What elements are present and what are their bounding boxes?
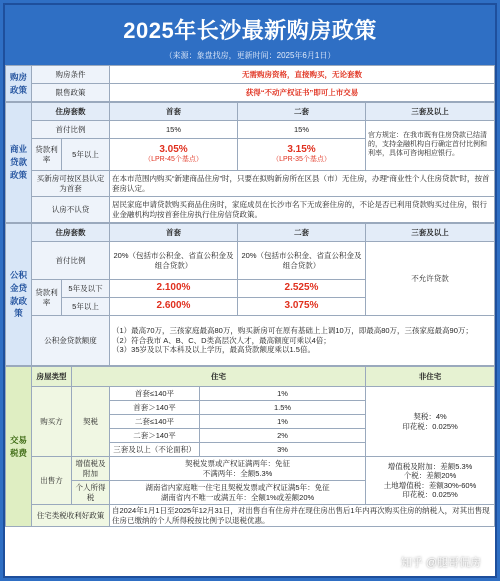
tax-type-header: 房屋类型 [32, 367, 72, 387]
commercial-rate-second-note: （LPR-35个基点） [272, 156, 331, 164]
fund-third-note: 不允许贷款 [366, 242, 495, 316]
tax-nonres-header: 非住宅 [366, 367, 495, 387]
commercial-rate-first: 3.05% [159, 143, 188, 155]
deed-cond-2: 首套＞140平 [110, 401, 200, 415]
page-title: 2025年长沙最新购房政策 [123, 18, 377, 43]
fund-down-first: 20%（包括市公积金、省直公积金及组合贷款） [110, 242, 238, 280]
resale-limit-value: 获得“不动产权证书”即可上市交易 [110, 84, 495, 102]
zhihu-watermark: 知乎 @腿哥侃房 [400, 557, 481, 569]
header-banner [5, 5, 495, 65]
fund-third-header: 三套及以上 [366, 224, 495, 242]
page-subtitle: （来源：象盘找房，更新时间：2025年6月1日） [164, 51, 336, 60]
fund-rate-long-first: 2.600% [110, 298, 238, 316]
commercial-rate-first-note: （LPR-45个基点） [144, 156, 203, 164]
deed-tax-label: 契税 [72, 387, 110, 457]
commercial-rate-label: 贷款利率 [32, 139, 62, 171]
fund-rate-long-second: 3.075% [238, 298, 366, 316]
fund-first-header: 首套 [110, 224, 238, 242]
fund-rate-label: 贷款利率 [32, 280, 62, 316]
deed-rate-1: 1% [200, 387, 366, 401]
deed-cond-4: 二套＞140平 [110, 429, 200, 443]
deed-cond-5: 三套及以上（不论面积） [110, 443, 200, 457]
deed-rate-2: 1.5% [200, 401, 366, 415]
buyer-nonres-tax: 契税：4% 印花税：0.025% [366, 387, 495, 457]
commercial-down-second: 15% [238, 121, 366, 139]
tax-residential-header: 住宅 [72, 367, 366, 387]
income-tax-label: 个人所得税 [72, 481, 110, 505]
fund-limit-line-1: （1）最高70万，三孩家庭最高80万，购买新房可在原有基础上上调10万，即最高80万，三孩家庭最高90万； [112, 326, 473, 336]
tax-table [5, 366, 495, 527]
fund-down-second: 20%（包括市公积金、省直公积金及组合贷款） [238, 242, 366, 280]
deed-cond-3: 二套≤140平 [110, 415, 200, 429]
no-house-label: 认房不认贷 [32, 197, 110, 223]
fund-suite-header: 住房套数 [32, 224, 110, 242]
section-tax-label: 交易税费 [6, 367, 32, 527]
fund-limit-line-3: （3）35岁及以下本科及以上学历，最高贷款额度乘以1.5倍。 [112, 345, 315, 355]
fund-loan-table [5, 223, 495, 366]
commercial-down-first: 15% [110, 121, 238, 139]
section-commercial-label: 商业贷款政策 [6, 103, 32, 223]
deed-rate-4: 2% [200, 429, 366, 443]
purchase-policy-table [5, 65, 495, 102]
purchase-condition-value: 无需购房资格，直接购买，无论套数 [110, 66, 495, 84]
commercial-first-header: 首套 [110, 103, 238, 121]
resale-limit-label: 限售政策 [32, 84, 110, 102]
no-house-text: 居民家庭申请贷款购买商品住房时，家庭成员在长沙市名下无成套住房的，不论是否已利用贷款购买过住房，银行业金融机构均按首套住房执行住房信贷政策。 [110, 197, 495, 223]
vat-label: 增值税及附加 [72, 457, 110, 481]
seller-label: 出售方 [32, 457, 72, 505]
deed-cond-1: 首套≤140平 [110, 387, 200, 401]
fund-rate-long-term: 5年以上 [62, 298, 110, 316]
commercial-down-label: 首付比例 [32, 121, 110, 139]
buyer-label: 购买方 [32, 387, 72, 457]
seller-nonres-tax: 增值税及附加：差额5.3% 个税：差额20% 土地增值税：差额30%-60% 印花税：0.025% [366, 457, 495, 505]
deed-rate-5: 3% [200, 443, 366, 457]
first-buyer-label: 买新房可按区县认定为首套 [32, 171, 110, 197]
fund-limit-label: 公积金贷款额度 [32, 316, 110, 366]
fund-rate-short-second: 2.525% [238, 280, 366, 298]
commercial-loan-table [5, 102, 495, 223]
fund-rate-short-first: 2.100% [110, 280, 238, 298]
refund-text: 自2024年1月1日至2025年12月31日，对出售自有住房并在现住房出售后1年内再次购买住房的纳税人，对其出售现住房已缴纳的个人所得税按比例予以退税优惠。 [110, 505, 495, 527]
vat-text: 契税发票或产权证满两年：免征 不满两年：全额5.3% [110, 457, 366, 481]
commercial-second-header: 二套 [238, 103, 366, 121]
commercial-third-note: 官方规定：在我市既有住房贷款已结清的，支持金融机构自行确定首付比例和利率，具体可咨询相应银行。 [366, 121, 495, 171]
purchase-condition-label: 购房条件 [32, 66, 110, 84]
deed-rate-3: 1% [200, 415, 366, 429]
commercial-suite-header: 住房套数 [32, 103, 110, 121]
commercial-rate-second: 3.15% [287, 143, 316, 155]
fund-limit-line-2: （2）符合我市 A、B、C、D类高层次人才，最高额度可乘以4倍； [112, 335, 331, 345]
section-purchase-label: 购房政策 [6, 66, 32, 102]
policy-sheet [3, 3, 497, 578]
commercial-rate-term: 5年以上 [62, 139, 110, 171]
fund-second-header: 二套 [238, 224, 366, 242]
fund-down-label: 首付比例 [32, 242, 110, 280]
section-fund-label: 公积金贷款政策 [6, 224, 32, 366]
fund-rate-short-term: 5年及以下 [62, 280, 110, 298]
first-buyer-text: 在本市范围内购买“新建商品住房”时，只要在拟购新房所在区县（市）无住房，办理“商业性个人住房贷款”时，按首套房认定。 [110, 171, 495, 197]
income-tax-text: 湖南省内家庭唯一住宅且契税发票或产权证满5年：免征 湖南省内不唯一或满五年：全额1%或差额20% [110, 481, 366, 505]
commercial-third-header: 三套及以上 [366, 103, 495, 121]
refund-label: 住宅类税收利好政策 [32, 505, 110, 527]
